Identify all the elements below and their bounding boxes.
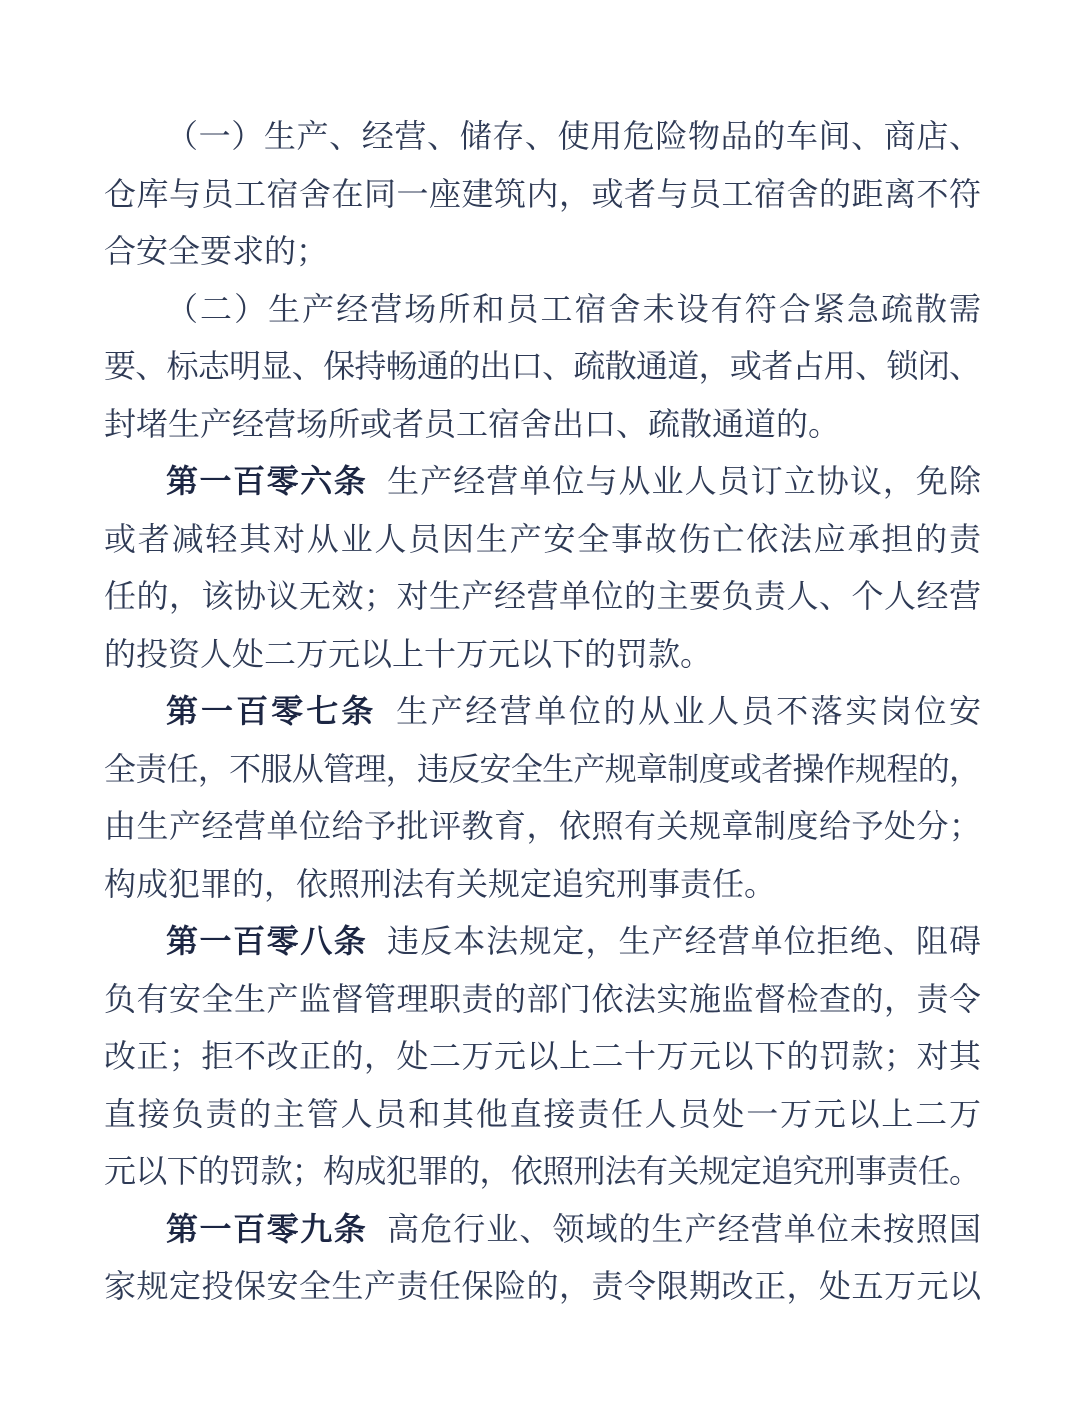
- line-text: 高危行业、领域的生产经营单位未按照国: [387, 1210, 980, 1247]
- line-text: 或者减轻其对从业人员因生产安全事故伤亡依法应承担的责: [104, 520, 980, 557]
- text-line: [104, 453, 980, 511]
- text-line: [104, 1258, 980, 1316]
- text-line: [104, 856, 980, 914]
- line-text: 违反本法规定，生产经营单位拒绝、阻碍: [387, 923, 980, 959]
- line-text: （二）生产经营场所和员工宿舍未设有符合紧急疏散需: [166, 290, 980, 327]
- text-line: [104, 511, 980, 569]
- line-text: 合安全要求的；: [104, 233, 329, 269]
- text-line: [104, 223, 980, 281]
- line-text: 直接负责的主管人员和其他直接责任人员处一万元以上二万: [104, 1095, 980, 1132]
- text-line: [104, 971, 980, 1029]
- line-text: 封堵生产经营场所或者员工宿舍出口、疏散通道的。: [104, 405, 841, 442]
- text-line: [104, 913, 980, 971]
- paragraph-clause-item-2: [104, 281, 980, 454]
- text-line: [104, 338, 980, 396]
- text-line: [104, 281, 980, 339]
- text-line: [104, 396, 980, 454]
- line-text: 的投资人处二万元以上十万元以下的罚款。: [104, 635, 713, 672]
- line-text: 改正；拒不改正的，处二万元以上二十万元以下的罚款；对其: [104, 1038, 980, 1074]
- document-body: [104, 108, 980, 1316]
- text-line: [104, 1143, 980, 1201]
- article-number: 第一百零八条: [166, 923, 368, 959]
- paragraph-article-109: [104, 1201, 980, 1316]
- line-text: 生产经营单位与从业人员订立协议，免除: [387, 463, 980, 499]
- line-text: 全责任，不服从管理，违反安全生产规章制度或者操作规程的，: [104, 750, 980, 787]
- paragraph-clause-item-1: [104, 108, 980, 281]
- text-line: [104, 1201, 980, 1259]
- line-text: 生产经营单位的从业人员不落实岗位安: [396, 693, 980, 729]
- text-line: [104, 798, 980, 856]
- paragraph-article-108: [104, 913, 980, 1201]
- line-text: 要、标志明显、保持畅通的出口、疏散通道，或者占用、锁闭、: [104, 348, 980, 384]
- paragraph-article-107: [104, 683, 980, 913]
- line-text: 负有安全生产监督管理职责的部门依法实施监督检查的，责令: [104, 980, 980, 1017]
- text-line: [104, 741, 980, 799]
- text-line: [104, 166, 980, 224]
- article-number: 第一百零七条: [166, 693, 377, 729]
- article-number: 第一百零六条: [166, 463, 368, 499]
- line-text: （一）生产、经营、储存、使用危险物品的车间、商店、: [166, 118, 980, 154]
- line-text: 仓库与员工宿舍在同一座建筑内，或者与员工宿舍的距离不符: [104, 175, 980, 212]
- line-text: 构成犯罪的，依照刑法有关规定追究刑事责任。: [104, 865, 777, 902]
- line-text: 元以下的罚款；构成犯罪的，依照刑法有关规定追究刑事责任。: [104, 1153, 980, 1189]
- text-line: [104, 108, 980, 166]
- paragraph-article-106: [104, 453, 980, 683]
- text-line: [104, 1028, 980, 1086]
- line-text: 家规定投保安全生产责任保险的，责令限期改正，处五万元以: [104, 1268, 980, 1304]
- line-text: 任的，该协议无效；对生产经营单位的主要负责人、个人经营: [104, 578, 980, 614]
- text-line: [104, 626, 980, 684]
- text-line: [104, 568, 980, 626]
- text-line: [104, 1086, 980, 1144]
- article-number: 第一百零九条: [166, 1210, 368, 1247]
- line-text: 由生产经营单位给予批评教育，依照有关规章制度给予处分；: [104, 808, 980, 844]
- text-line: [104, 683, 980, 741]
